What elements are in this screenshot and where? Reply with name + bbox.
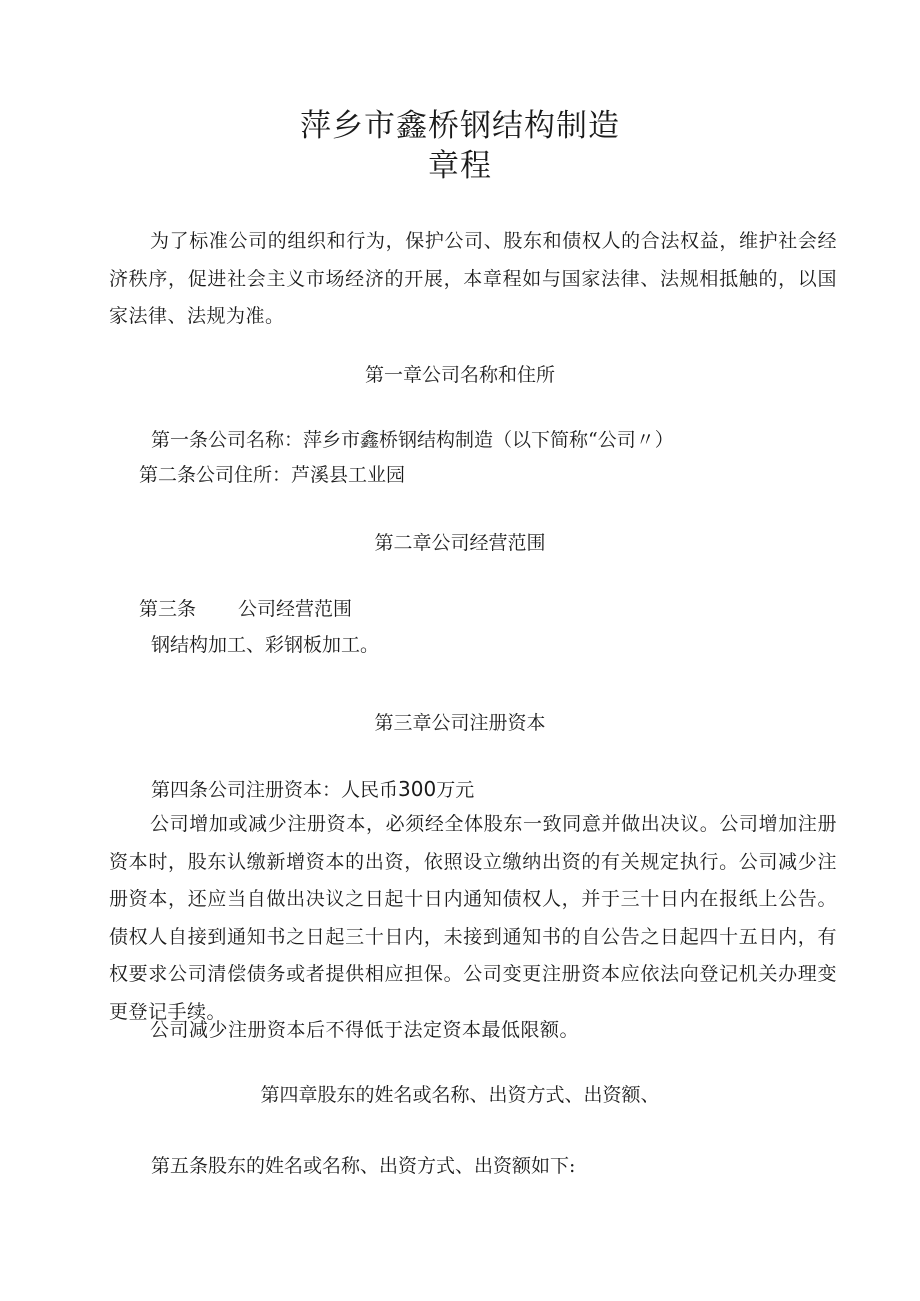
- article3-heading: [139, 600, 352, 619]
- chapter2-heading: 第二章公司经营范围: [374, 532, 546, 554]
- capital-change-paragraph: 公司增加或减少注册资本，必须经全体股东一致同意并做出决议。公司增加注册资本时，股东认缴新增资本的出资，依照设立缴纳出资的有关规定执行。公司减少注册资本，还应当自做出决议之日起十日内通知债权人，并于三十日内在报纸上公告。债权人自接到通知书之日起三十日内，未接到通知书的自公告之日起四十五日内，有权要求公司清偿债务或者提供相应担保。公司变更注册资本应依法向登记机关办理变更登记手续。: [109, 813, 837, 1023]
- document-title: 萍乡市鑫桥钢结构制造: [300, 108, 620, 144]
- article1-text: 第一条公司名称：萍乡市鑫桥钢结构制造（以下简称“公司〃）: [151, 429, 674, 451]
- article2-text: 第二条公司住所：芦溪县工业园: [139, 464, 406, 486]
- article5-text: 第五条股东的姓名或名称、出资方式、出资额如下:: [151, 1155, 576, 1177]
- article4-text: [151, 779, 474, 800]
- article3-title: 公司经营范围: [238, 598, 353, 620]
- article4-prefix: 第四条公司注册资本：人民币: [151, 779, 399, 801]
- article4-amount: 300: [398, 777, 437, 801]
- preamble-paragraph: 为了标准公司的组织和行为，保护公司、股东和债权人的合法权益，维护社会经济秩序，促进社会主义市场经济的开展，本章程如与国家法律、法规相抵触的，以国家法律、法规为准。: [109, 230, 837, 327]
- article4-unit: 万元: [436, 779, 475, 801]
- chapter1-heading: 第一章公司名称和住所: [364, 364, 555, 386]
- document-subtitle: 章程: [428, 148, 492, 184]
- chapter3-heading: 第三章公司注册资本: [374, 712, 546, 734]
- article3-body: 钢结构加工、彩钢板加工。: [151, 634, 380, 656]
- capital-minimum-paragraph: 公司减少注册资本后不得低于法定资本最低限额。: [150, 1019, 580, 1041]
- chapter4-heading: 第四章股东的姓名或名称、出资方式、出资额、: [260, 1084, 660, 1106]
- article3-label: 第三条: [139, 598, 197, 620]
